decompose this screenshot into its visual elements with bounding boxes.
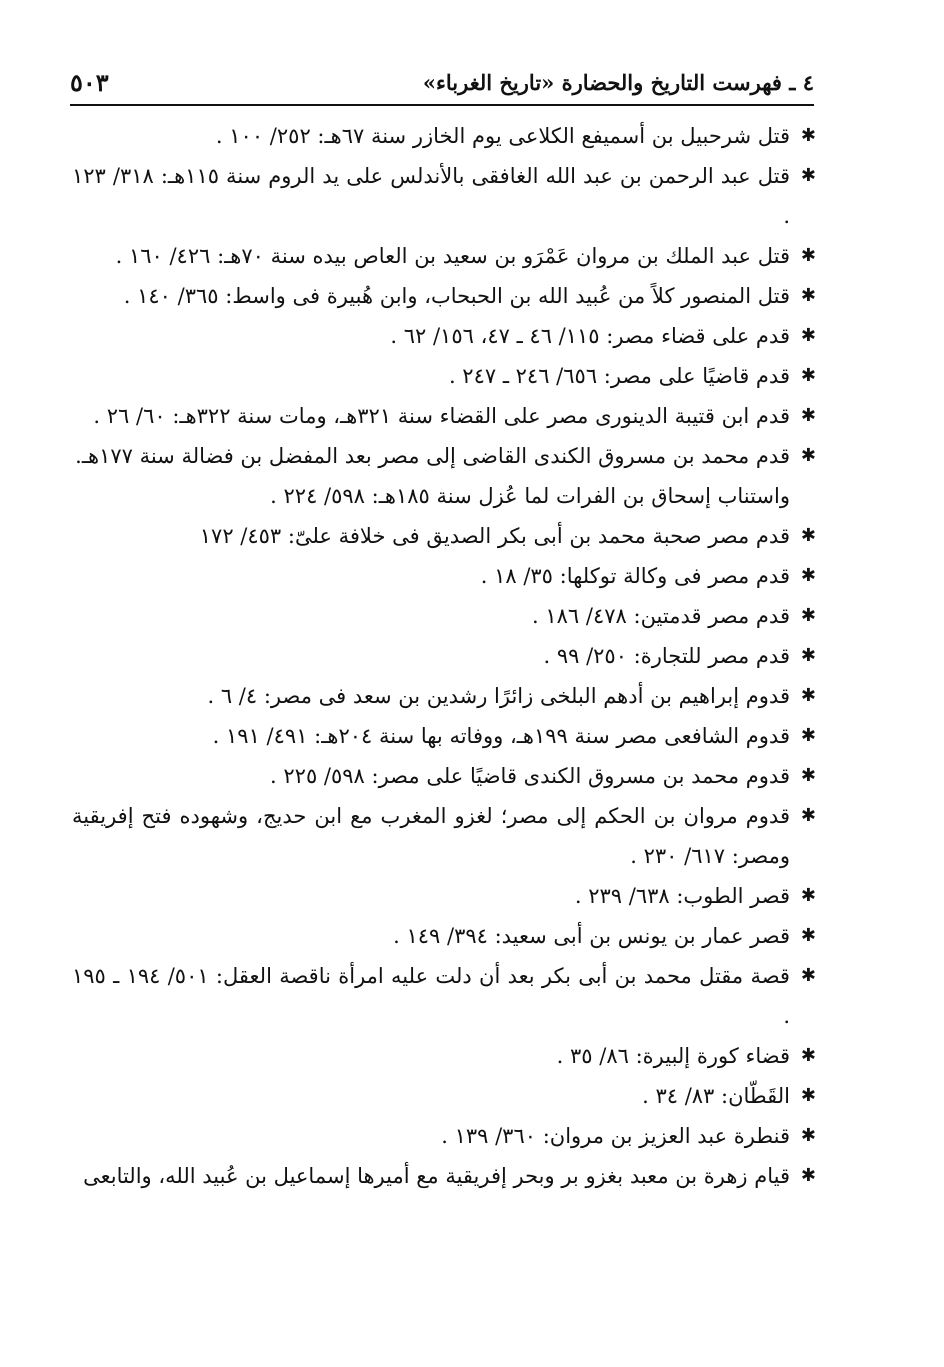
asterisk-bullet-icon: ✱ xyxy=(800,805,816,826)
page-number: ٥٠٣ xyxy=(70,68,109,97)
asterisk-bullet-icon: ✱ xyxy=(800,365,816,386)
index-entry xyxy=(72,236,816,276)
entry-text: قيام زهرة بن معبد بغزو بر وبحر إفريقية مع أميرها إسماعيل بن عُبيد الله، والتابعى xyxy=(83,1164,790,1188)
entry-text: قنطرة عبد العزيز بن مروان: ٣٦٠/ ١٣٩ . xyxy=(441,1124,790,1148)
asterisk-bullet-icon: ✱ xyxy=(800,1165,816,1186)
asterisk-bullet-icon: ✱ xyxy=(800,725,816,746)
asterisk-bullet-icon: ✱ xyxy=(800,885,816,906)
entry-text: قدم مصر للتجارة: ٢٥٠/ ٩٩ . xyxy=(543,644,790,668)
entry-text: قتل المنصور كلاً من عُبيد الله بن الحبحاب، وابن هُبيرة فى واسط: ٣٦٥/ ١٤٠ . xyxy=(123,284,790,308)
index-entry xyxy=(72,516,816,556)
asterisk-bullet-icon: ✱ xyxy=(800,445,816,466)
entry-continuation: واستناب إسحاق بن الفرات لما عُزل سنة ١٨٥هـ: ٥٩٨/ ٢٢٤ . xyxy=(270,484,790,508)
index-entry xyxy=(72,316,816,356)
index-entry xyxy=(72,276,816,316)
index-entry xyxy=(72,796,816,876)
running-title: ٤ ـ فهرست التاريخ والحضارة «تاريخ الغرباء» xyxy=(422,70,814,95)
index-entry xyxy=(72,756,816,796)
index-entry xyxy=(72,396,816,436)
entry-text: قصر الطوب: ٦٣٨/ ٢٣٩ . xyxy=(574,884,790,908)
entry-text: قصر عمار بن يونس بن أبى سعيد: ٣٩٤/ ١٤٩ . xyxy=(393,924,790,948)
entry-text: قدوم مروان بن الحكم إلى مصر؛ لغزو المغرب مع ابن حديج، وشهوده فتح إفريقية ومصر: ٦١٧/ ٢٣٠ . xyxy=(72,804,790,868)
entry-text: قدم محمد بن مسروق الكندى القاضى إلى مصر بعد المفضل بن فضالة سنة ١٧٧هـ. xyxy=(75,444,790,468)
asterisk-bullet-icon: ✱ xyxy=(800,245,816,266)
entry-text: قضاء كورة إلبيرة: ٨٦/ ٣٥ . xyxy=(556,1044,790,1068)
index-entry xyxy=(72,636,816,676)
entry-text: قدوم إبراهيم بن أدهم البلخى زائرًا رشدين بن سعد فى مصر: ٤/ ٦ . xyxy=(207,684,790,708)
index-entry xyxy=(72,916,816,956)
entry-text: قدم مصر قدمتين: ٤٧٨/ ١٨٦ . xyxy=(532,604,790,628)
asterisk-bullet-icon: ✱ xyxy=(800,525,816,546)
entry-text: قدم على قضاء مصر: ١١٥/ ٤٦ ـ ٤٧، ١٥٦/ ٦٢ . xyxy=(390,324,790,348)
index-entry xyxy=(72,556,816,596)
asterisk-bullet-icon: ✱ xyxy=(800,645,816,666)
index-entry xyxy=(72,876,816,916)
index-entry xyxy=(72,1156,816,1196)
asterisk-bullet-icon: ✱ xyxy=(800,1125,816,1146)
entry-text: قصة مقتل محمد بن أبى بكر بعد أن دلت عليه امرأة ناقصة العقل: ٥٠١/ ١٩٤ ـ ١٩٥ . xyxy=(72,964,790,1028)
index-entry xyxy=(72,356,816,396)
entry-text: قدم قاضيًا على مصر: ٦٥٦/ ٢٤٦ ـ ٢٤٧ . xyxy=(448,364,790,388)
header-divider xyxy=(70,104,814,106)
index-entry xyxy=(72,1076,816,1116)
index-entry xyxy=(72,676,816,716)
index-entry xyxy=(72,956,816,1036)
asterisk-bullet-icon: ✱ xyxy=(800,325,816,346)
asterisk-bullet-icon: ✱ xyxy=(800,285,816,306)
asterisk-bullet-icon: ✱ xyxy=(800,765,816,786)
entry-text: قتل شرحبيل بن أسميفع الكلاعى يوم الخازر سنة ٦٧هـ: ٢٥٢/ ١٠٠ . xyxy=(215,124,790,148)
entry-text: القَطّان: ٨٣/ ٣٤ . xyxy=(642,1084,790,1108)
index-entry xyxy=(72,596,816,636)
asterisk-bullet-icon: ✱ xyxy=(800,965,816,986)
index-entry xyxy=(72,716,816,756)
asterisk-bullet-icon: ✱ xyxy=(800,1085,816,1106)
entry-text: قدوم محمد بن مسروق الكندى قاضيًا على مصر: ٥٩٨/ ٢٢٥ . xyxy=(270,764,790,788)
asterisk-bullet-icon: ✱ xyxy=(800,925,816,946)
index-entry xyxy=(72,116,816,156)
entry-text: قدم مصر صحبة محمد بن أبى بكر الصديق فى خلافة علىّ: ٤٥٣/ ١٧٢ xyxy=(199,524,790,548)
asterisk-bullet-icon: ✱ xyxy=(800,165,816,186)
asterisk-bullet-icon: ✱ xyxy=(800,565,816,586)
asterisk-bullet-icon: ✱ xyxy=(800,685,816,706)
asterisk-bullet-icon: ✱ xyxy=(800,405,816,426)
entry-text: قدوم الشافعى مصر سنة ١٩٩هـ، ووفاته بها سنة ٢٠٤هـ: ٤٩١/ ١٩١ . xyxy=(212,724,790,748)
index-entry xyxy=(72,1116,816,1156)
entry-text: قدم ابن قتيبة الدينورى مصر على القضاء سنة ٣٢١هـ، ومات سنة ٣٢٢هـ: ٦٠/ ٢٦ . xyxy=(93,404,790,428)
index-entries xyxy=(72,116,816,1196)
asterisk-bullet-icon: ✱ xyxy=(800,1045,816,1066)
index-entry xyxy=(72,1036,816,1076)
index-entry xyxy=(72,436,816,516)
asterisk-bullet-icon: ✱ xyxy=(800,125,816,146)
entry-text: قدم مصر فى وكالة توكلها: ٣٥/ ١٨ . xyxy=(480,564,790,588)
entry-text: قتل عبد الرحمن بن عبد الله الغافقى بالأندلس على يد الروم سنة ١١٥هـ: ٣١٨/ ١٢٣ . xyxy=(72,164,790,228)
asterisk-bullet-icon: ✱ xyxy=(800,605,816,626)
page-header xyxy=(70,64,814,104)
index-entry xyxy=(72,156,816,236)
entry-text: قتل عبد الملك بن مروان عَمْرَو بن سعيد بن العاص بيده سنة ٧٠هـ: ٤٢٦/ ١٦٠ . xyxy=(115,244,790,268)
